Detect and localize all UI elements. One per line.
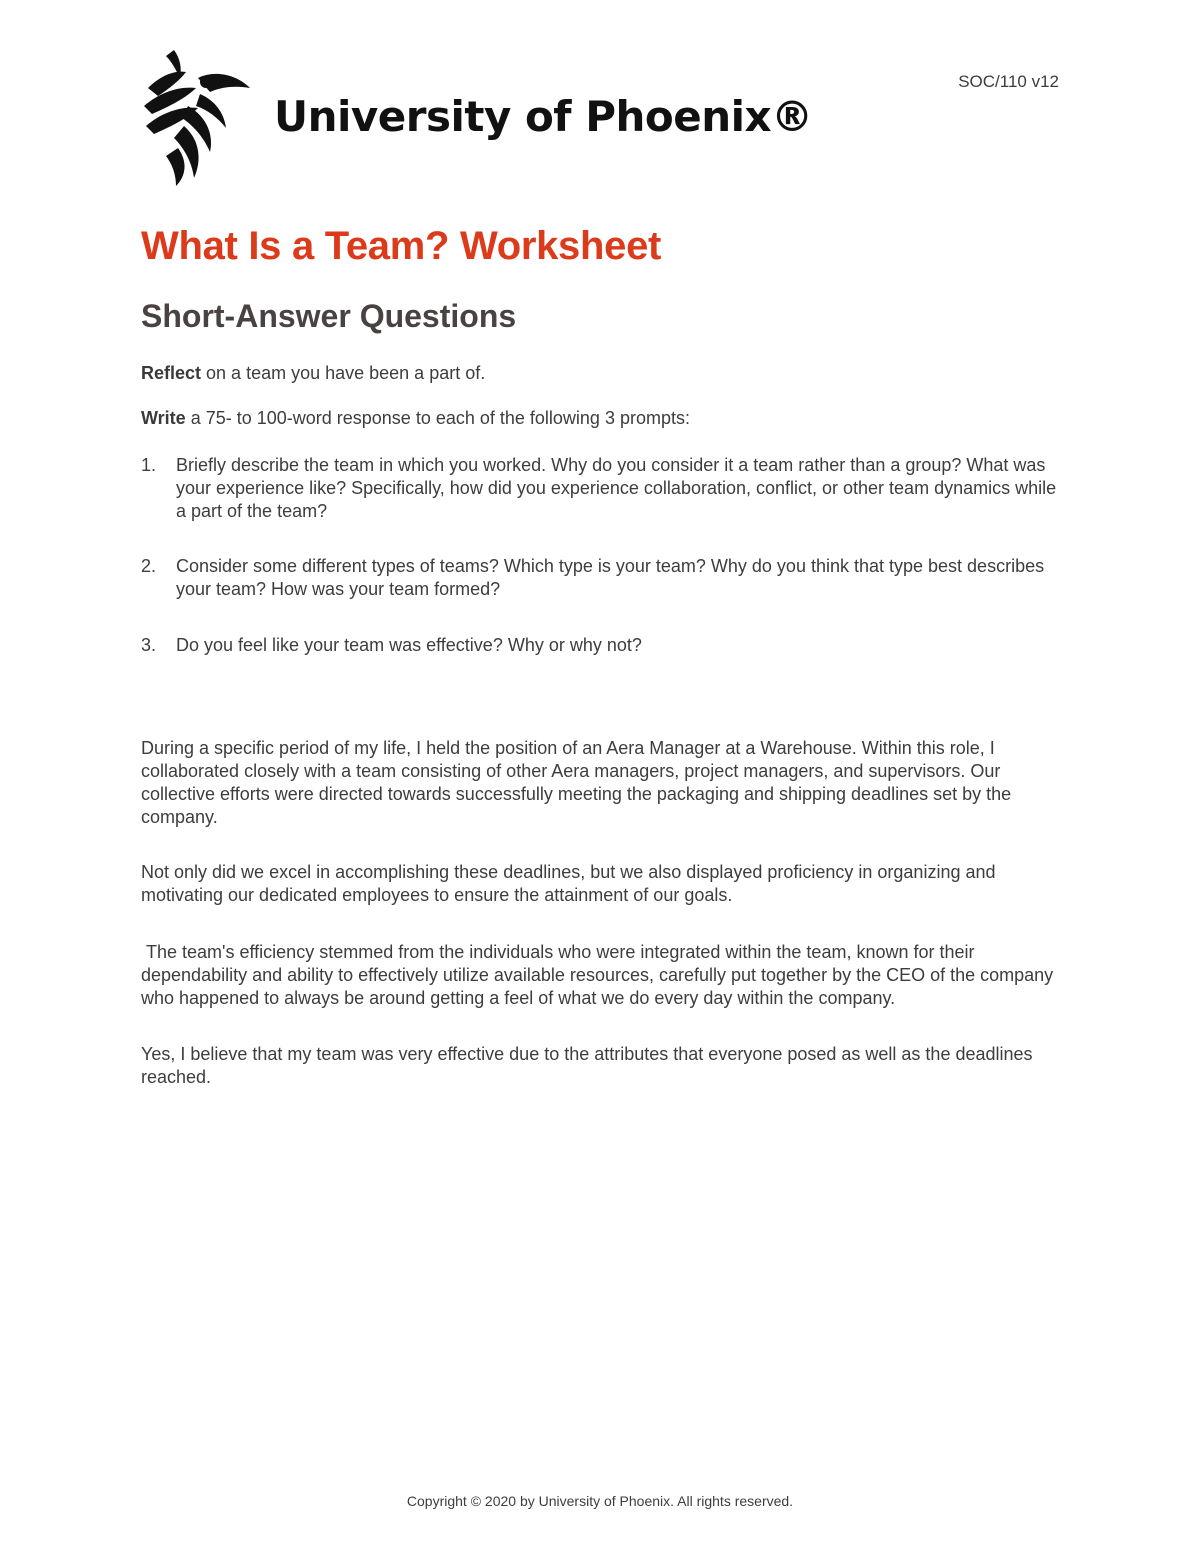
instruction-text: on a team you have been a part of. [201,363,486,383]
answer-paragraph: Yes, I believe that my team was very effective due to the attributes that everyone posed as well as the deadlines reached. [141,1044,1033,1087]
answer-paragraph: During a specific period of my life, I held the position of an Aera Manager at a Warehouse. Within this role, I collaborated closely with a team consisting of other Aera managers, project managers, and supervisors. Our collective efforts were directed towards successfully meeting the packaging and shipping deadlines set by the company. [141,738,1012,827]
answer-paragraph: The team's efficiency stemmed from the individuals who were integrated within the team, known for their dependability and ability to effectively utilize available resources, carefully put together by the CEO of the company who happened to always be around getting a feel of what we do every day within the company. [141,942,1059,1008]
page-title: What Is a Team? Worksheet [141,224,662,268]
prompt-number: 2. [141,556,157,576]
university-logo [140,48,813,188]
instruction-write [141,407,1061,430]
answer-paragraph: Not only did we excel in accomplishing these deadlines, but we also displayed proficiency in organizing and motivating our dedicated employees to ensure the attainment of our goals. [141,862,996,905]
section-heading: Short-Answer Questions [141,298,517,334]
copyright-footer: Copyright © 2020 by University of Phoenix. All rights reserved. [406,1493,794,1509]
instruction-keyword: Write [141,408,186,428]
prompt-number: 1. [141,455,157,475]
instruction-keyword: Reflect [141,363,202,383]
instruction-text: a 75- to 100-word response to each of the following 3 prompts: [185,408,690,428]
university-wordmark: University of Phoenix® [274,92,813,141]
prompt-number: 3. [141,635,157,655]
prompt-text: Consider some different types of teams? Which type is your team? Why do you think that type best describes your team? How was your team formed? [176,556,1045,599]
instruction-reflect [141,362,1061,385]
prompt-text: Do you feel like your team was effective? Why or why not? [176,635,642,655]
prompt-text: Briefly describe the team in which you worked. Why do you consider it a team rather than a group? What was your experience like? Specifically, how did you experience collaboration, conflict, or other team dynamics while a part of the team? [176,455,1057,521]
phoenix-bird-icon [140,48,265,188]
course-version: SOC/110 v12 [958,72,1059,91]
